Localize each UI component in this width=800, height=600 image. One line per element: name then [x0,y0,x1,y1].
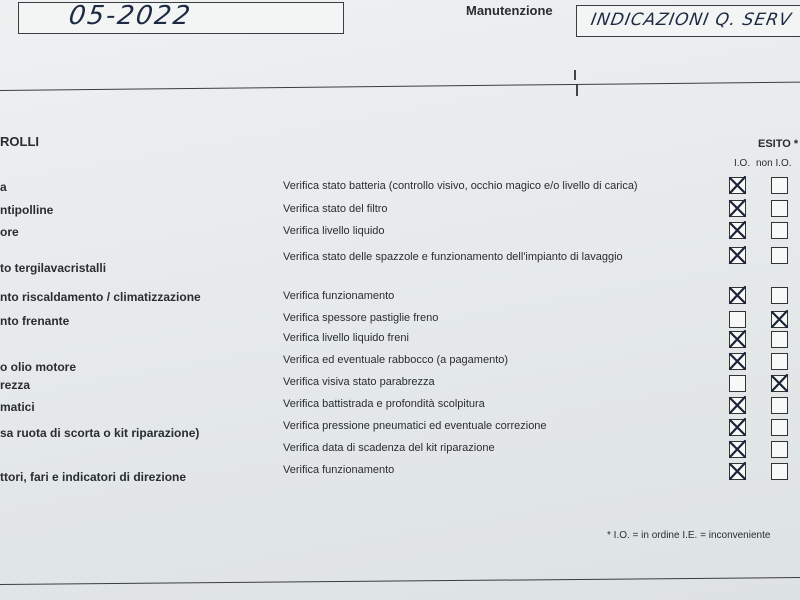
row-description: Verifica spessore pastiglie freno [283,312,439,324]
checklist-row [0,400,800,420]
checklist-row [0,225,800,245]
row-description: Verifica funzionamento [283,290,395,302]
cross-mark-icon [727,329,748,350]
checkbox-non-io[interactable] [771,177,788,194]
row-label: nto frenante [0,314,70,328]
checkbox-non-io[interactable] [771,222,788,239]
row-label: to tergilavacristalli [0,261,107,275]
row-label: a [0,180,7,194]
checkbox-non-io[interactable] [771,311,788,328]
row-label: ore [0,225,19,239]
checkbox-io[interactable] [729,247,746,264]
maintenance-handwritten: INDICAZIONI Q. SERV [589,10,794,30]
checkbox-io[interactable] [729,375,746,392]
row-label: ntipolline [0,203,54,217]
checkbox-non-io[interactable] [771,419,788,436]
cross-mark-icon [727,175,748,196]
checkbox-io[interactable] [729,311,746,328]
divider [0,577,800,585]
checkbox-non-io[interactable] [771,463,788,480]
row-description: Verifica pressione pneumatici ed eventuale correzione [283,420,547,432]
checkbox-non-io[interactable] [771,287,788,304]
date-handwritten: 05-2022 [66,1,194,31]
checkbox-io[interactable] [729,177,746,194]
checklist-row [0,251,800,275]
row-label: o olio motore [0,360,76,374]
row-label: sa ruota di scorta o kit riparazione) [0,426,200,440]
checklist-row [0,203,800,223]
row-description: Verifica stato delle spazzole e funzionamento dell'impianto di lavaggio [283,251,623,263]
row-description: Verifica data di scadenza del kit riparazione [283,442,495,454]
row-description: Verifica funzionamento [283,464,395,476]
cross-mark-icon [727,461,748,482]
checkbox-io[interactable] [729,200,746,217]
checkbox-non-io[interactable] [771,441,788,458]
checklist-row [0,290,800,310]
divider [0,82,800,92]
checklist-row [0,180,800,200]
checkbox-io[interactable] [729,222,746,239]
checklist-row [0,466,800,486]
checklist-row [0,378,800,398]
checkbox-non-io[interactable] [771,353,788,370]
row-description: Verifica livello liquido freni [283,332,409,344]
section-title: ROLLI [0,134,39,149]
checklist-row [0,356,800,376]
print-mark [576,84,578,96]
checkbox-io[interactable] [729,419,746,436]
cross-mark-icon [727,198,748,219]
print-mark [574,70,576,80]
cross-mark-icon [727,220,748,241]
cross-mark-icon [727,395,748,416]
maintenance-label: Manutenzione [466,3,553,18]
checkbox-io[interactable] [729,463,746,480]
row-description: Verifica stato batteria (controllo visivo, occhio magico e/o livello di carica) [283,180,638,192]
cross-mark-icon [727,351,748,372]
row-label: rezza [0,378,31,392]
esito-header: ESITO * [758,138,799,150]
row-label: matici [0,400,35,414]
cross-mark-icon [727,285,748,306]
cross-mark-icon [769,373,790,394]
checklist-row [0,444,800,464]
checkbox-io[interactable] [729,441,746,458]
cross-mark-icon [727,417,748,438]
checkbox-non-io[interactable] [771,397,788,414]
maintenance-field[interactable] [576,5,800,37]
checklist-row [0,422,800,442]
checkbox-io[interactable] [729,353,746,370]
cross-mark-icon [727,439,748,460]
col-io-header: I.O. [734,158,751,169]
row-description: Verifica livello liquido [283,225,385,237]
checklist-row [0,334,800,354]
checkbox-non-io[interactable] [771,331,788,348]
checkbox-io[interactable] [729,287,746,304]
checkbox-non-io[interactable] [771,375,788,392]
row-description: Verifica visiva stato parabrezza [283,376,435,388]
checkbox-non-io[interactable] [771,247,788,264]
cross-mark-icon [769,309,790,330]
row-label: ttori, fari e indicatori di direzione [0,470,187,484]
footnote: * I.O. = in ordine I.E. = inconveniente [607,530,771,541]
col-nonio-header: non I.O. [756,158,792,169]
row-label: nto riscaldamento / climatizzazione [0,290,201,304]
checkbox-io[interactable] [729,331,746,348]
row-description: Verifica battistrada e profondità scolpitura [283,398,485,410]
checklist-row [0,314,800,334]
row-description: Verifica stato del filtro [283,203,388,215]
date-field[interactable] [18,2,344,34]
checkbox-io[interactable] [729,397,746,414]
cross-mark-icon [727,245,748,266]
checkbox-non-io[interactable] [771,200,788,217]
row-description: Verifica ed eventuale rabbocco (a pagamento) [283,354,509,366]
